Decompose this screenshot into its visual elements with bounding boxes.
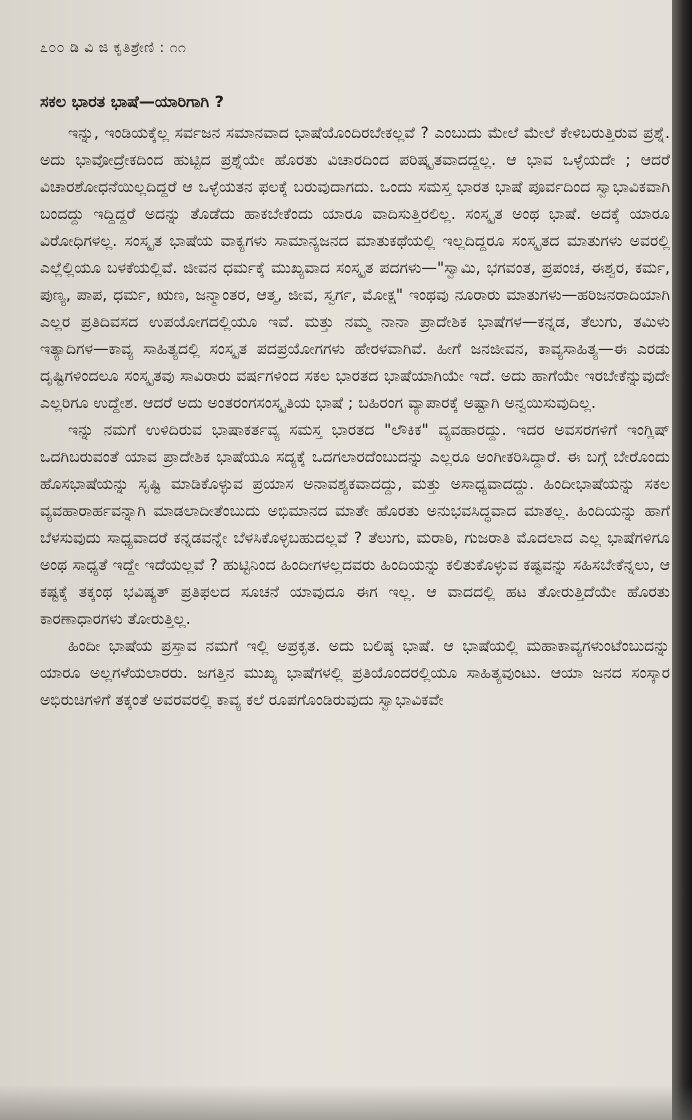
- paragraph: ಇನ್ನು ನಮಗೆ ಉಳಿದಿರುವ ಭಾಷಾಕರ್ತವ್ಯ ಸಮಸ್ತ ಭಾರತದ "ಲೌಕಿಕ" ವ್ಯವಹಾರದ್ದು. ಇದರ ಅವಸರಗಳಿಗೆ ಇಂಗ್ಲಿಷ್ ಒದಗಿಬರುವಂತೆ ಯಾವ ಪ್ರಾದೇಶಿಕ ಭಾಷೆಯೂ ಸದ್ಯಕ್ಕೆ ಒದಗಲಾರದೆಂಬುದನ್ನು ಎಲ್ಲರೂ ಅಂಗೀಕರಿಸಿದ್ದಾರೆ. ಈ ಬಗ್ಗೆ ಬೇರೊಂದು ಹೊಸಭಾಷೆಯನ್ನು ಸೃಷ್ಟಿ ಮಾಡಿಕೊಳ್ಳುವ ಪ್ರಯಾಸ ಅನಾವಶ್ಯಕವಾದದ್ದು, ಮತ್ತು ಅಸಾಧ್ಯವಾದದ್ದು. ಹಿಂದೀಭಾಷೆಯನ್ನು ಸಕಲ ವ್ಯವಹಾರಾರ್ಹವನ್ನಾಗಿ ಮಾಡಲಾದೀತೆಂಬುದು ಅಭಿಮಾನದ ಮಾತೇ ಹೊರತು ಅನುಭವಸಿದ್ಧವಾದ ಮಾತಲ್ಲ. ಹಿಂದಿಯನ್ನು ಹಾಗೆ ಬೆಳಸುವುದು ಸಾಧ್ಯವಾದರೆ ಕನ್ನಡವನ್ನೇ ಬೆಳಸಿಕೊಳ್ಳಬಹುದಲ್ಲವೆ ? ತೆಲುಗು, ಮರಾಠಿ, ಗುಜರಾತಿ ಮೊದಲಾದ ಎಲ್ಲ ಭಾಷೆಗಳಿಗೂ ಅಂಥ ಸಾಧ್ಯತೆ ಇದ್ದೇ ಇದೆಯಲ್ಲವೆ ? ಹುಟ್ಟಿನಿಂದ ಹಿಂದೀಗಳಲ್ಲದವರು ಹಿಂದಿಯನ್ನು ಕಲಿತುಕೊಳ್ಳುವ ಕಷ್ಟವನ್ನು ಸಹಿಸಬೇಕೆನ್ನಲು, ಆ ಕಷ್ಟಕ್ಕೆ ತಕ್ಕಂಥ ಭವಿಷ್ಯತ್ ಪ್ರತಿಫಲದ ಸೂಚನೆ ಯಾವುದೂ ಈಗ ಇಲ್ಲ. ಆ ವಾದದಲ್ಲಿ ಹಟ ತೋರುತ್ತಿದೆಯೇ ಹೊರತು ಕಾರಣಾಧಾರಗಳು ತೋರುತ್ತಿಲ್ಲ.: [40, 421, 670, 628]
- page-edge-shadow: [672, 0, 692, 1120]
- bottom-shadow: [0, 1085, 692, 1120]
- body-text: [40, 120, 670, 714]
- paragraph: ಹಿಂದೀ ಭಾಷೆಯ ಪ್ರಸ್ತಾವ ನಮಗೆ ಇಲ್ಲಿ ಅಪ್ರಕೃತ. ಅದು ಬಲಿಷ್ಠ ಭಾಷೆ. ಆ ಭಾಷೆಯಲ್ಲಿ ಮಹಾಕಾವ್ಯಗಳುಂಟೆಂಬುದನ್ನು ಯಾರೂ ಅಲ್ಲಗಳೆಯಲಾರರು. ಜಗತ್ತಿನ ಮುಖ್ಯ ಭಾಷೆಗಳಲ್ಲಿ ಪ್ರತಿಯೊಂದರಲ್ಲಿಯೂ ಸಾಹಿತ್ಯವುಂಟು. ಆಯಾ ಜನದ ಸಂಸ್ಕಾರ ಅಭಿರುಚಿಗಳಿಗೆ ತಕ್ಕಂತೆ ಅವರವರಲ್ಲಿ ಕಾವ್ಯ ಕಲೆ ರೂಪಗೊಂಡಿರುವುದು ಸ್ವಾಭಾವಿಕವೇ: [40, 637, 670, 709]
- running-head: ೭೦೦ ಡಿ ವಿ ಜಿ ಕೃತಿಶ್ರೇಣಿ : ೧೧: [40, 40, 187, 56]
- paragraph: ಇನ್ನು, ಇಂಡಿಯಕ್ಕೆಲ್ಲ ಸರ್ವಜನ ಸಮಾನವಾದ ಭಾಷೆಯೊಂದಿರಬೇಕಲ್ಲವೆ ? ಎಂಬುದು ಮೇಲೆ ಮೇಲೆ ಕೇಳಿಬರುತ್ತಿರುವ ಪ್ರಶ್ನೆ. ಅದು ಭಾವೋದ್ರೇಕದಿಂದ ಹುಟ್ಟಿದ ಪ್ರಶ್ನೆಯೇ ಹೊರತು ವಿಚಾರದಿಂದ ಪರಿಷ್ಕೃತವಾದದ್ದಲ್ಲ. ಆ ಭಾವ ಒಳ್ಳೆಯದೇ ; ಆದರೆ ವಿಚಾರಶೋಧನೆಯಿಲ್ಲದಿದ್ದರೆ ಆ ಒಳ್ಳೆಯತನ ಫಲಕ್ಕೆ ಬರುವುದಾಗದು. ಒಂದು ಸಮಸ್ತ ಭಾರತ ಭಾಷೆ ಪೂರ್ವದಿಂದ ಸ್ವಾಭಾವಿಕವಾಗಿ ಬಂದದ್ದು ಇದ್ದಿದ್ದರೆ ಅದನ್ನು ತೊಡೆದು ಹಾಕಬೇಕೆಂದು ಯಾರೂ ವಾದಿಸುತ್ತಿರಲಿಲ್ಲ. ಸಂಸ್ಕೃತ ಅಂಥ ಭಾಷೆ. ಅದಕ್ಕೆ ಯಾರೂ ವಿರೋಧಿಗಳಲ್ಲ. ಸಂಸ್ಕೃತ ಭಾಷೆಯ ವಾಕ್ಯಗಳು ಸಾಮಾನ್ಯಜನದ ಮಾತುಕಥೆಯಲ್ಲಿ ಇಲ್ಲದಿದ್ದರೂ ಸಂಸ್ಕೃತದ ಮಾತುಗಳು ಅವರಲ್ಲಿ ಎಲ್ಲೆಲ್ಲಿಯೂ ಬಳಕೆಯಲ್ಲಿವೆ. ಜೀವನ ಧರ್ಮಕ್ಕೆ ಮುಖ್ಯವಾದ ಸಂಸ್ಕೃತ ಪದಗಳು—"ಸ್ವಾಮಿ, ಭಗವಂತ, ಪ್ರಪಂಚ, ಈಶ್ವರ, ಕರ್ಮ, ಪುಣ್ಯ, ಪಾಪ, ಧರ್ಮ, ಋಣ, ಜನ್ಮಾಂತರ, ಆತ್ಮ, ಜೀವ, ಸ್ವರ್ಗ, ಮೋಕ್ಷ" ಇಂಥವು ನೂರಾರು ಮಾತುಗಳು—ಹರಿಜನರಾದಿಯಾಗಿ ಎಲ್ಲರ ಪ್ರತಿದಿವಸದ ಉಪಯೋಗದಲ್ಲಿಯೂ ಇವೆ. ಮತ್ತು ನಮ್ಮ ನಾನಾ ಪ್ರಾದೇಶಿಕ ಭಾಷೆಗಳ—ಕನ್ನಡ, ತೆಲುಗು, ತಮಿಳು ಇತ್ಯಾದಿಗಳ—ಕಾವ್ಯ ಸಾಹಿತ್ಯದಲ್ಲಿ ಸಂಸ್ಕೃತ ಪದಪ್ರಯೋಗಗಳು ಹೇರಳವಾಗಿವೆ. ಹೀಗೆ ಜನಜೀವನ, ಕಾವ್ಯಸಾಹಿತ್ಯ—ಈ ಎರಡು ದೃಷ್ಟಿಗಳಿಂದಲೂ ಸಂಸ್ಕೃತವು ಸಾವಿರಾರು ವರ್ಷಗಳಿಂದ ಸಕಲ ಭಾರತದ ಭಾಷೆಯಾಗಿಯೇ ಇದೆ. ಅದು ಹಾಗೆಯೇ ಇರಬೇಕೆನ್ನುವುದೇ ಎಲ್ಲರಿಗೂ ಉದ್ದೇಶ. ಆದರೆ ಅದು ಅಂತರಂಗಸಂಸ್ಕೃತಿಯ ಭಾಷೆ ; ಬಹಿರಂಗ ವ್ಯಾಪಾರಕ್ಕೆ ಅಷ್ಟಾಗಿ ಅನ್ವಯಿಸುವುದಿಲ್ಲ.: [40, 124, 670, 412]
- section-title: ಸಕಲ ಭಾರತ ಭಾಷೆ—ಯಾರಿಗಾಗಿ ?: [40, 92, 224, 111]
